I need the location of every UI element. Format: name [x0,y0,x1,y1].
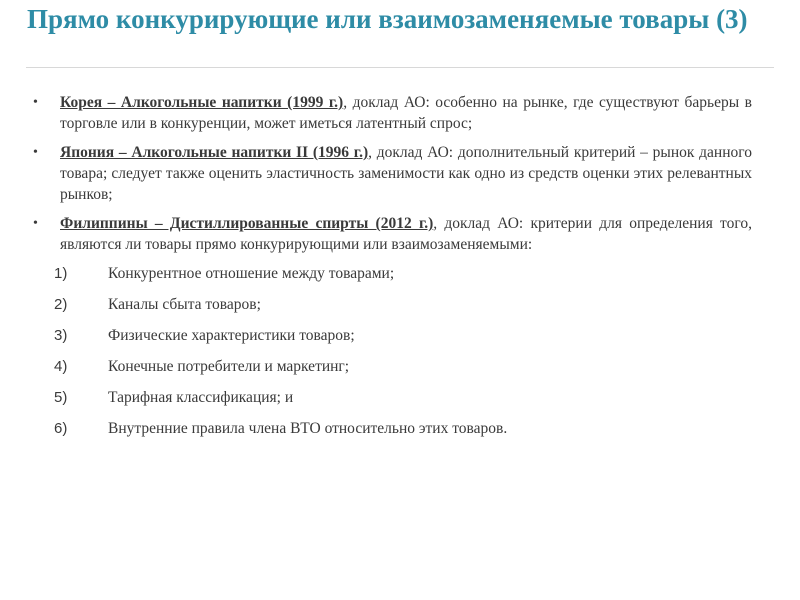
criteria-number: 2) [54,296,68,313]
criteria-item [30,325,752,356]
slide-title: Прямо конкурирующие или взаимозаменяемые товары (3) [27,4,748,34]
criteria-list [30,263,752,449]
slide-content [30,92,752,449]
case-text: , доклад АО: дополнительный критерий – рынок данного товара; следует также оценить эластичность заменимости как одно из средств оценки этих релевантных рынков; [60,144,752,203]
criteria-item [30,294,752,325]
case-list [30,92,752,255]
criteria-number: 6) [54,420,68,437]
criteria-text: Внутренние правила члена ВТО относительно этих товаров. [108,420,508,437]
bullet-dot-icon: • [33,95,38,110]
case-item-philippines [30,213,752,255]
case-title: Корея – Алкогольные напитки (1999 г.) [60,94,344,111]
case-item-korea [30,92,752,134]
criteria-text: Каналы сбыта товаров; [108,296,261,313]
criteria-item [30,356,752,387]
case-text: , доклад АО: особенно на рынке, где существуют барьеры в торговле или в конкуренции, может иметься латентный спрос; [60,94,752,132]
criteria-number: 3) [54,327,68,344]
criteria-text: Тарифная классификация; и [108,389,294,406]
bullet-dot-icon: • [33,145,38,160]
criteria-item [30,263,752,294]
criteria-number: 5) [54,389,68,406]
criteria-number: 4) [54,358,68,375]
criteria-item [30,418,752,449]
case-text: , доклад АО: критерии для определения того, являются ли товары прямо конкурирующими или взаимозаменяемыми: [60,215,752,253]
case-title: Япония – Алкогольные напитки II (1996 г.) [60,144,369,161]
criteria-text: Физические характеристики товаров; [108,327,355,344]
bullet-dot-icon: • [33,216,38,231]
title-divider [26,67,774,68]
case-item-japan [30,142,752,205]
criteria-text: Конкурентное отношение между товарами; [108,265,395,282]
criteria-text: Конечные потребители и маркетинг; [108,358,350,375]
criteria-number: 1) [54,265,68,282]
criteria-item [30,387,752,418]
case-title: Филиппины – Дистиллированные спирты (2012 г.) [60,215,434,232]
